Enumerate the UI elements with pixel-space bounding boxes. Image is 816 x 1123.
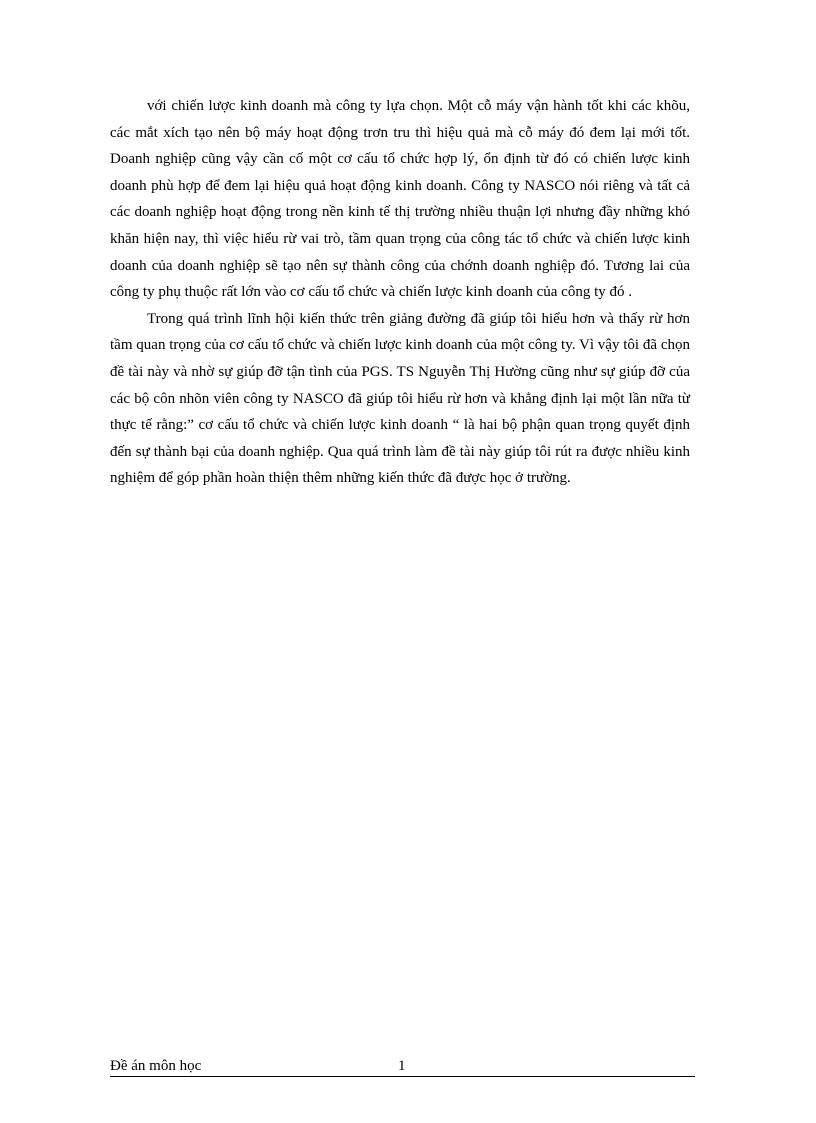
paragraph-2: Trong quá trình lĩnh hội kiến thức trên giảng đường đã giúp tôi hiểu hơn và thấy rừ hơn tầm quan trọng của cơ cấu tổ chức và chiến lược kinh doanh của một công ty. Vì vậy tôi đã chọn đề tài này và nhờ sự giúp đỡ tận tình của PGS. TS Nguyễn Thị Hường cũng như sự giúp đỡ của các bộ côn nhõn viên công ty NASCO đã giúp tôi hiểu rừ hơn và khẳng định lại một lần nữa từ thực tế rằng:” cơ cấu tổ chức và chiến lược kinh doanh “ là hai bộ phận quan trọng quyết định đến sự thành bại của doanh nghiệp. Qua quá trình làm đề tài này giúp tôi rút ra được nhiều kinh nghiệm để góp phần hoàn thiện thêm những kiến thức đã được học ở trường. bbox=[110, 310, 690, 487]
page-number: 1 bbox=[398, 1058, 406, 1074]
paragraph-1: với chiến lược kinh doanh mà công ty lựa chọn. Một cỗ máy vận hành tốt khi các khõu, các mắt xích tạo nên bộ máy hoạt động trơn tru thì hiệu quả mà cỗ máy đó đem lại mới tốt. Doanh nghiệp cũng vậy cần cố một cơ cấu tổ chức hợp lý, ổn định từ đó có chiến lược kinh doanh phù hợp để đem lại hiệu quả hoạt động kinh doanh. Công ty NASCO nói riêng và tất cả các doanh nghiệp hoạt động trong nền kinh tế thị trường nhiều thuận lợi nhưng đầy những khó khăn hiện nay, thì việc hiểu rừ vai trò, tầm quan trọng của công tác tổ chức và chiến lược kinh doanh của doanh nghiệp sẽ tạo nên sự thành công của chớnh doanh nghiệp đó. Tương lai của công ty phụ thuộc rất lớn vào cơ cấu tổ chức và chiến lược kinh doanh của công ty đó . bbox=[110, 98, 690, 301]
document-body bbox=[110, 93, 690, 492]
page-footer bbox=[110, 1056, 695, 1077]
footer-title: Đề án môn học bbox=[110, 1058, 202, 1074]
